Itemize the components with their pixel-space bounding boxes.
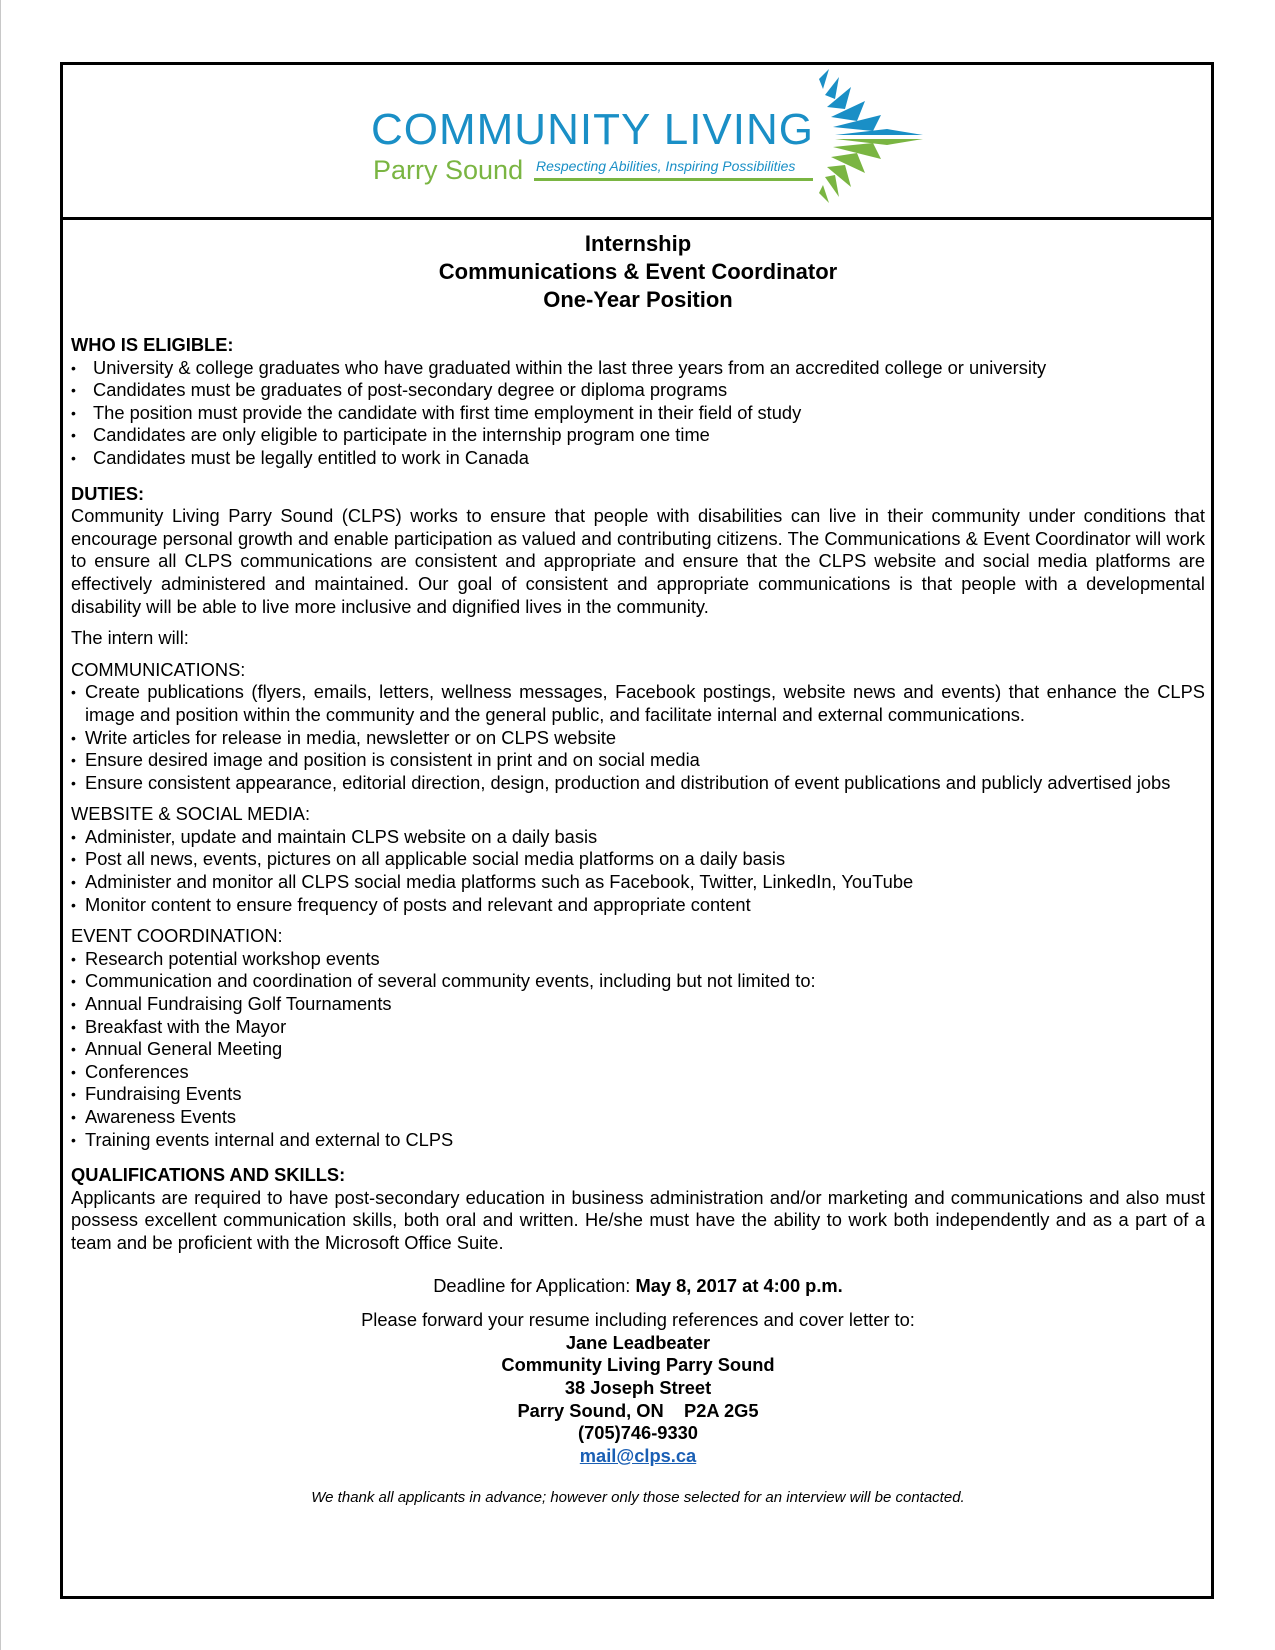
logo-name: COMMUNITY LIVING <box>371 105 815 154</box>
contact-email-link[interactable]: mail@clps.ca <box>579 1444 697 1466</box>
list-item: • Candidates are only eligible to participate in the internship program one time <box>71 424 1205 447</box>
communications-list <box>71 681 1205 794</box>
list-item: • Breakfast with the Mayor <box>71 1016 1205 1039</box>
list-item: • The position must provide the candidate with first time employment in their field of study <box>71 402 1205 425</box>
contact-phone: (705)746-9330 <box>578 1422 698 1444</box>
communications-heading: COMMUNICATIONS: <box>71 658 246 680</box>
events-list <box>71 948 1205 1151</box>
list-item: • Post all news, events, pictures on all applicable social media platforms on a daily basis <box>71 848 1205 871</box>
list-item: • Communication and coordination of several community events, including but not limited to: <box>71 970 1205 993</box>
logo-tagline-underline <box>534 178 813 181</box>
posting-frame <box>60 62 1214 1599</box>
website-heading: WEBSITE & SOCIAL MEDIA: <box>71 803 311 825</box>
eligible-list <box>71 357 1205 470</box>
list-item: • Training events internal and external to CLPS <box>71 1129 1205 1152</box>
list-item: • Fundraising Events <box>71 1083 1205 1106</box>
list-item: • Research potential workshop events <box>71 948 1205 971</box>
logo-subtitle: Parry Sound <box>373 155 524 185</box>
footer-note: We thank all applicants in advance; however only those selected for an interview will be contacted. <box>311 1489 965 1507</box>
qualifications-paragraph: Applicants are required to have post-secondary education in business administration and/or marketing and communications and also must possess excellent communication skills, both oral and written. He/she must have the ability to work both independently and as a part of a team and be proficient with the Microsoft Office Suite. <box>71 1186 1205 1253</box>
deadline <box>71 1275 1205 1298</box>
list-item: • Conferences <box>71 1061 1205 1084</box>
title-line-2: Communications & Event Coordinator <box>438 259 838 284</box>
logo-tagline: Respecting Abilities, Inspiring Possibilities <box>536 158 796 174</box>
contact-org: Community Living Parry Sound <box>501 1354 775 1376</box>
list-item: • Candidates must be graduates of post-secondary degree or diploma programs <box>71 379 1205 402</box>
duties-heading: DUTIES: <box>71 482 145 504</box>
title-line-1: Internship <box>584 231 692 256</box>
list-item: • Administer and monitor all CLPS social media platforms such as Facebook, Twitter, LinkedIn, YouTube <box>71 871 1205 894</box>
contact-block <box>71 1309 1205 1467</box>
list-item: • Monitor content to ensure frequency of posts and relevant and appropriate content <box>71 894 1205 917</box>
logo-diamond-icon <box>807 69 927 204</box>
posting-content <box>71 230 1205 1510</box>
list-item: • Annual General Meeting <box>71 1038 1205 1061</box>
list-item: • Ensure desired image and position is consistent in print and on social media <box>71 749 1205 772</box>
list-item: • Annual Fundraising Golf Tournaments <box>71 993 1205 1016</box>
eligible-heading: WHO IS ELIGIBLE: <box>71 334 234 355</box>
events-heading: EVENT COORDINATION: <box>71 925 283 947</box>
list-item: • Administer, update and maintain CLPS website on a daily basis <box>71 826 1205 849</box>
list-item: • Candidates must be legally entitled to work in Canada <box>71 447 1205 470</box>
posting-title <box>71 230 1205 314</box>
website-list <box>71 826 1205 916</box>
list-item: • Write articles for release in media, newsletter or on CLPS website <box>71 727 1205 750</box>
qualifications-heading: QUALIFICATIONS AND SKILLS: <box>71 1164 346 1186</box>
logo <box>371 65 971 215</box>
contact-city: Parry Sound, ON P2A 2G5 <box>517 1399 759 1421</box>
page-edge-rule <box>0 0 1 1650</box>
contact-name: Jane Leadbeater <box>565 1331 711 1353</box>
duties-paragraph: Community Living Parry Sound (CLPS) works to ensure that people with disabilities can live in their community under conditions that encourage personal growth and enable participation as valued and contributing citizens. The Communications & Event Coordinator will work to ensure all CLPS communications are consistent and appropriate and ensure that the CLPS website and social media platforms are effectively administered and maintained. Our goal of consistent and appropriate communications is that people with a developmental disability will be able to live more inclusive and dignified lives in the community. <box>71 505 1205 617</box>
contact-intro: Please forward your resume including references and cover letter to: <box>361 1309 915 1331</box>
deadline-value: May 8, 2017 at 4:00 p.m. <box>635 1274 843 1296</box>
list-item: • University & college graduates who have graduated within the last three years from an accredited college or university <box>71 357 1205 380</box>
title-line-3: One-Year Position <box>543 287 733 312</box>
duties-intro: The intern will: <box>71 627 189 649</box>
deadline-label: Deadline for Application: <box>433 1274 636 1296</box>
header-box <box>63 65 1211 220</box>
list-item: • Create publications (flyers, emails, letters, wellness messages, Facebook postings, website news and events) that enhance the CLPS image and position within the community and the general public, and facilitate internal and external communications. <box>71 681 1205 726</box>
contact-street: 38 Joseph Street <box>564 1376 712 1398</box>
list-item: • Ensure consistent appearance, editorial direction, design, production and distribution of event publications and publicly advertised jobs <box>71 772 1205 795</box>
list-item: • Awareness Events <box>71 1106 1205 1129</box>
